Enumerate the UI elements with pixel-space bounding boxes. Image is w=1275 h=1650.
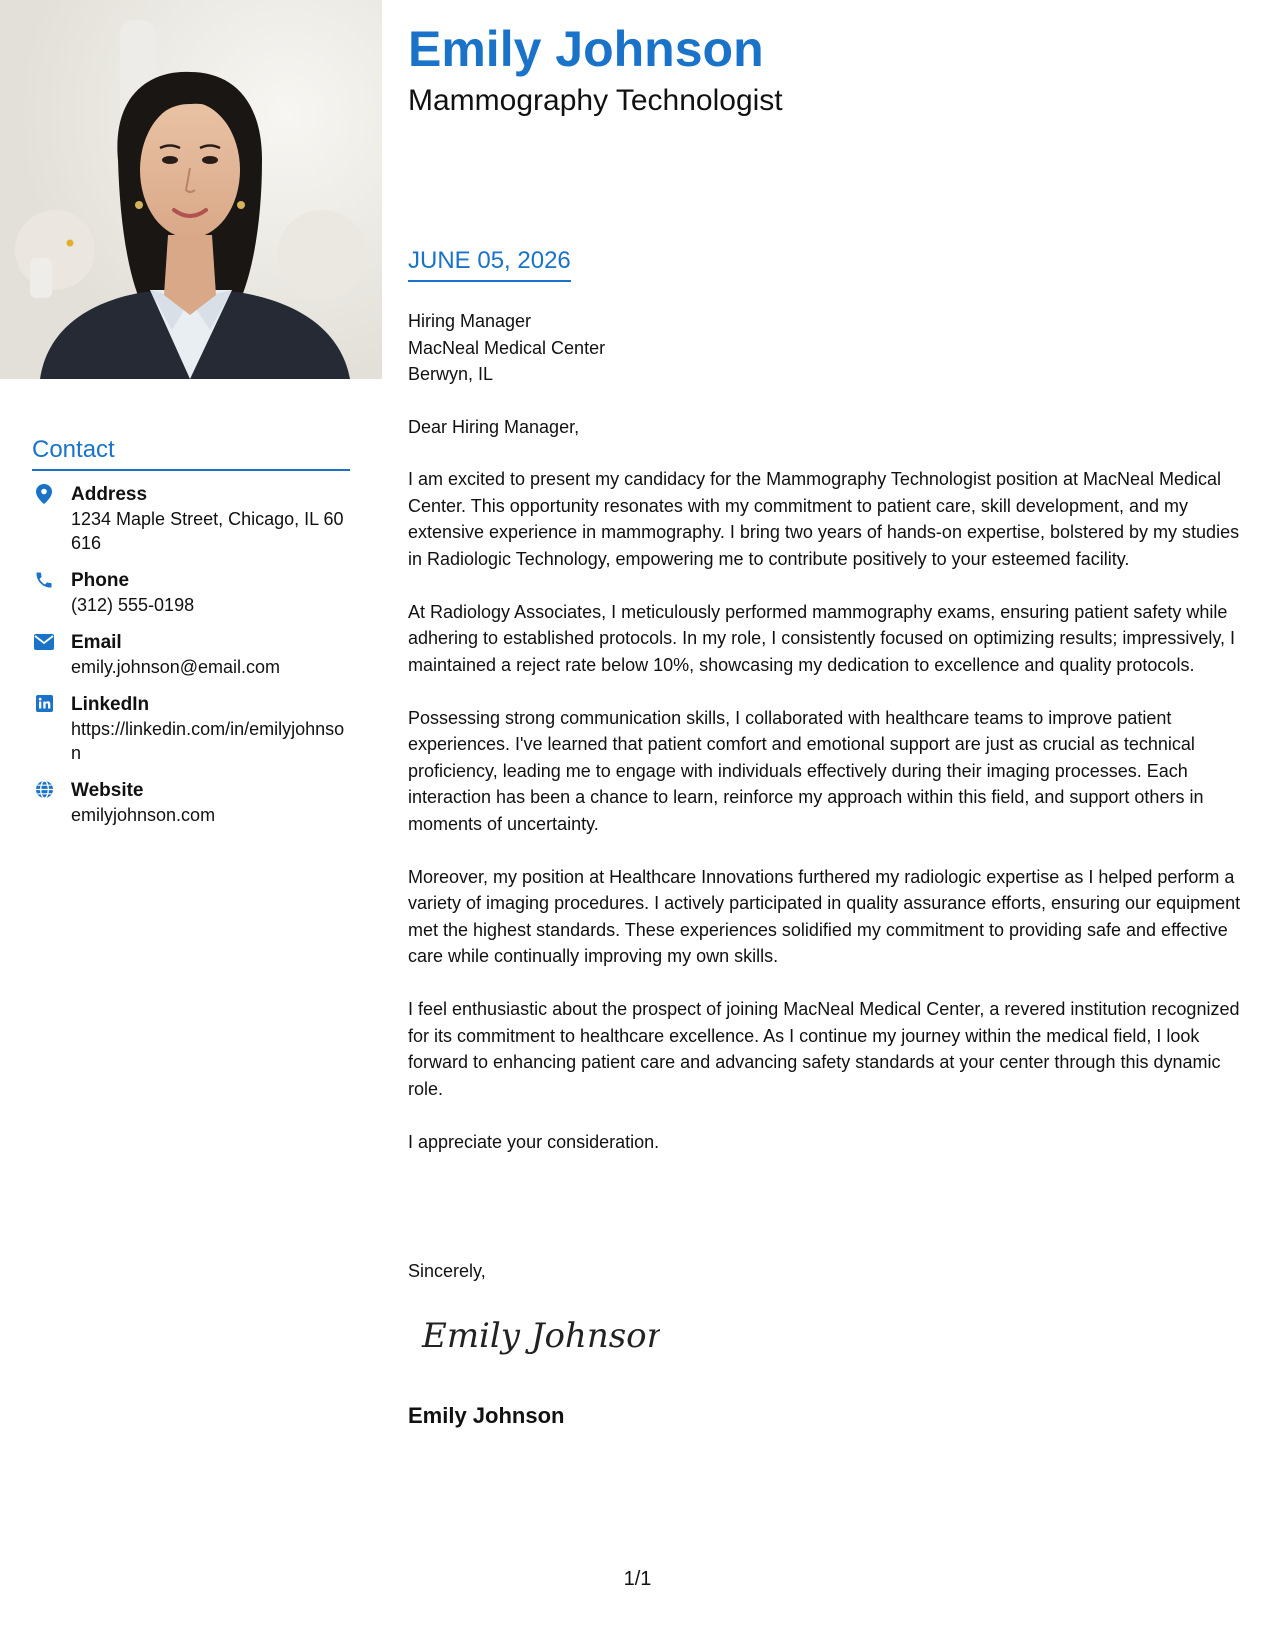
contact-item-email bbox=[32, 631, 350, 679]
body-paragraph: I appreciate your consideration. bbox=[408, 1131, 660, 1152]
contact-value: emily.johnson@email.com bbox=[71, 656, 281, 677]
envelope-icon bbox=[34, 632, 54, 652]
phone-icon bbox=[34, 570, 54, 590]
left-column bbox=[0, 0, 382, 1650]
signature-image bbox=[420, 1305, 660, 1365]
contact-label: Phone bbox=[71, 569, 130, 591]
globe-icon bbox=[34, 780, 54, 800]
page-number: 1/1 bbox=[623, 1568, 652, 1590]
contact-label: Website bbox=[71, 779, 144, 801]
contact-label: Email bbox=[71, 631, 122, 653]
body-paragraph: Possessing strong communication skills, I collaborated with healthcare teams to improve patient experiences. I've learned that patient comfort and emotional support are just as crucial as technical proficiency, leading me to engage with individuals effectively during their imaging processes. Each interaction has been a chance to learn, reinforce my approach within this field, and support others in moments of uncertainty. bbox=[408, 707, 1204, 834]
letter-body bbox=[408, 466, 1248, 1182]
signed-name: Emily Johnson bbox=[408, 1403, 565, 1428]
recipient-block bbox=[408, 308, 605, 388]
recipient-line: MacNeal Medical Center bbox=[408, 337, 606, 358]
contact-section bbox=[32, 436, 350, 841]
contact-label: LinkedIn bbox=[71, 693, 150, 715]
contact-item-address bbox=[32, 483, 350, 555]
contact-list bbox=[32, 483, 350, 827]
body-paragraph: I am excited to present my candidacy for the Mammography Technologist position at MacNeal Medical Center. This opportunity resonates with my commitment to patient care, skill development, and my extensive experience in mammography. I bring two years of hands-on expertise, bolstered by my studies in Radiologic Technology, empowering me to contribute positively to your esteemed facility. bbox=[408, 469, 1240, 569]
letter-date: JUNE 05, 2026 bbox=[408, 247, 571, 274]
closing: Sincerely, bbox=[408, 1261, 486, 1281]
recipient-line: Hiring Manager bbox=[408, 311, 532, 331]
map-pin-icon bbox=[34, 484, 54, 504]
profile-photo bbox=[0, 0, 382, 379]
body-paragraph: Moreover, my position at Healthcare Innovations furthered my radiologic expertise as I helped perform a variety of imaging procedures. I actively participated in quality assurance efforts, ensuring our equipment met the highest standards. These experiences solidified my commitment to providing safe and effective care while continually improving my own skills. bbox=[408, 866, 1241, 966]
linkedin-link[interactable]: https://linkedin.com/in/emilyjohnson bbox=[71, 718, 345, 763]
contact-value: 1234 Maple Street, Chicago, IL 60616 bbox=[71, 508, 344, 553]
contact-value: (312) 555-0198 bbox=[71, 594, 195, 615]
contact-item-linkedin bbox=[32, 693, 350, 765]
website-link[interactable]: emilyjohnson.com bbox=[71, 804, 216, 825]
job-title: Mammography Technologist bbox=[408, 84, 783, 117]
contact-label: Address bbox=[71, 483, 148, 505]
contact-heading: Contact bbox=[32, 436, 350, 471]
body-paragraph: I feel enthusiastic about the prospect of joining MacNeal Medical Center, a revered institution recognized for its commitment to healthcare excellence. As I continue my journey within the medical field, I look forward to enhancing patient care and advancing safety standards at your center through this dynamic role. bbox=[408, 999, 1240, 1099]
contact-item-website bbox=[32, 779, 350, 827]
salutation: Dear Hiring Manager, bbox=[408, 417, 580, 437]
body-paragraph: At Radiology Associates, I meticulously performed mammography exams, ensuring patient safety while adhering to established protocols. In my role, I consistently focused on optimizing results; impressively, I maintained a reject rate below 10%, showcasing my dedication to excellence and quality protocols. bbox=[408, 601, 1236, 675]
candidate-name: Emily Johnson bbox=[408, 21, 764, 77]
signature-text: Emily Johnson bbox=[422, 1316, 660, 1356]
date-block bbox=[408, 248, 571, 282]
linkedin-icon bbox=[34, 694, 54, 714]
recipient-line: Berwyn, IL bbox=[408, 364, 494, 384]
contact-item-phone bbox=[32, 569, 350, 617]
